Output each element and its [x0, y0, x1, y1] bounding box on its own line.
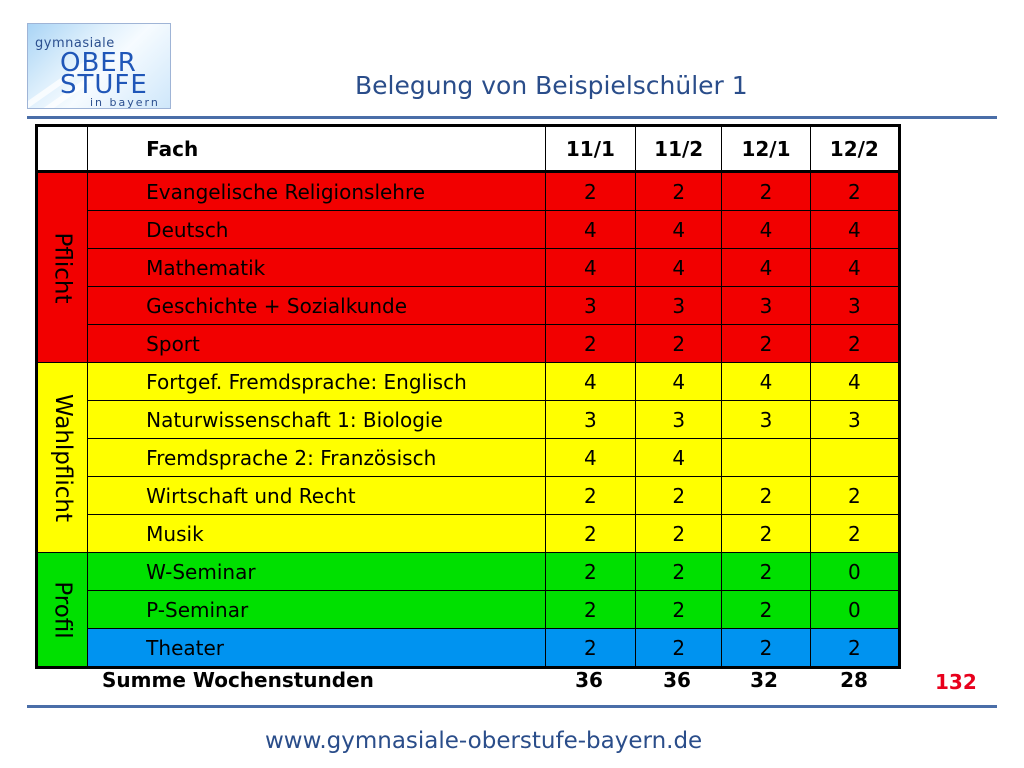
subject-cell: Musik: [88, 515, 546, 553]
category-wahlpflicht: [37, 363, 88, 553]
header-11-2: 11/2: [636, 126, 722, 172]
category-pflicht: [37, 172, 88, 363]
value-cell: 2: [722, 591, 810, 629]
value-cell: 2: [636, 477, 722, 515]
value-cell: 4: [545, 363, 635, 401]
value-cell: 3: [722, 287, 810, 325]
value-cell: 2: [722, 172, 810, 211]
value-cell: 4: [810, 363, 899, 401]
subject-cell: Wirtschaft und Recht: [88, 477, 546, 515]
value-cell: 4: [722, 249, 810, 287]
category-label: Profil: [49, 580, 76, 639]
category-profil: [37, 553, 88, 668]
header-fach: Fach: [88, 126, 546, 172]
logo: [27, 23, 171, 109]
subject-cell: Fortgef. Fremdsprache: Englisch: [88, 363, 546, 401]
subject-cell: P-Seminar: [88, 591, 546, 629]
value-cell: 2: [545, 477, 635, 515]
value-cell: 4: [636, 211, 722, 249]
value-cell: 3: [810, 287, 899, 325]
logo-line-4: in bayern: [90, 96, 160, 109]
summary-value-12-1: 32: [750, 668, 778, 692]
value-cell: 2: [636, 172, 722, 211]
value-cell: 3: [545, 287, 635, 325]
value-cell: 2: [722, 325, 810, 363]
value-cell: 3: [545, 401, 635, 439]
value-cell: 4: [545, 439, 635, 477]
category-label: Pflicht: [49, 232, 76, 303]
value-cell: 4: [545, 211, 635, 249]
subject-cell: W-Seminar: [88, 553, 546, 591]
logo-line-2: OBER: [60, 48, 137, 78]
value-cell: 4: [636, 439, 722, 477]
table-row: [37, 172, 900, 211]
top-divider: [27, 116, 997, 119]
logo-line-3: STUFE: [60, 70, 148, 100]
value-cell: 4: [636, 363, 722, 401]
value-cell: 2: [810, 172, 899, 211]
value-cell: 2: [636, 553, 722, 591]
value-cell: 2: [722, 515, 810, 553]
header-12-2: 12/2: [810, 126, 899, 172]
value-cell: [810, 439, 899, 477]
value-cell: 3: [810, 401, 899, 439]
value-cell: 2: [545, 629, 635, 668]
table-row: [37, 249, 900, 287]
value-cell: 4: [722, 363, 810, 401]
value-cell: 4: [636, 249, 722, 287]
value-cell: [722, 439, 810, 477]
category-label: Wahlpflicht: [49, 393, 76, 522]
summary-value-12-2: 28: [840, 668, 868, 692]
header-12-1: 12/1: [722, 126, 810, 172]
bottom-divider: [27, 705, 997, 708]
table-row: [37, 439, 900, 477]
header-row: [37, 126, 900, 172]
table-row: [37, 553, 900, 591]
summary-value-11-1: 36: [575, 668, 603, 692]
summary-value-11-2: 36: [663, 668, 691, 692]
value-cell: 2: [810, 629, 899, 668]
value-cell: 3: [636, 287, 722, 325]
table-row: [37, 287, 900, 325]
value-cell: 0: [810, 553, 899, 591]
value-cell: 2: [636, 325, 722, 363]
value-cell: 4: [810, 249, 899, 287]
table-row: [37, 477, 900, 515]
value-cell: 2: [810, 325, 899, 363]
summary-label: Summe Wochenstunden: [102, 668, 374, 692]
value-cell: 2: [722, 477, 810, 515]
value-cell: 0: [810, 591, 899, 629]
value-cell: 2: [545, 515, 635, 553]
header-11-1: 11/1: [545, 126, 635, 172]
value-cell: 3: [636, 401, 722, 439]
value-cell: 2: [636, 515, 722, 553]
subject-cell: Theater: [88, 629, 546, 668]
logo-line-1: gymnasiale: [35, 36, 115, 51]
table-row: [37, 515, 900, 553]
subject-cell: Mathematik: [88, 249, 546, 287]
value-cell: 2: [636, 591, 722, 629]
value-cell: 2: [810, 515, 899, 553]
table-row: [37, 629, 900, 668]
subject-cell: Sport: [88, 325, 546, 363]
table-row: [37, 363, 900, 401]
summary-total: 132: [935, 670, 977, 694]
value-cell: 2: [545, 553, 635, 591]
footer-url: www.gymnasiale-oberstufe-bayern.de: [265, 728, 703, 754]
table-row: [37, 591, 900, 629]
value-cell: 2: [636, 629, 722, 668]
subject-cell: Evangelische Religionslehre: [88, 172, 546, 211]
schedule-table: [35, 124, 901, 669]
value-cell: 2: [722, 553, 810, 591]
value-cell: 3: [722, 401, 810, 439]
subject-cell: Deutsch: [88, 211, 546, 249]
value-cell: 4: [810, 211, 899, 249]
value-cell: 4: [722, 211, 810, 249]
value-cell: 2: [545, 591, 635, 629]
subject-cell: Fremdsprache 2: Französisch: [88, 439, 546, 477]
table-row: [37, 401, 900, 439]
table-row: [37, 211, 900, 249]
subject-cell: Geschichte + Sozialkunde: [88, 287, 546, 325]
value-cell: 4: [545, 249, 635, 287]
header-blank: [37, 126, 88, 172]
subject-cell: Naturwissenschaft 1: Biologie: [88, 401, 546, 439]
page-title: Belegung von Beispielschüler 1: [355, 71, 748, 100]
value-cell: 2: [545, 325, 635, 363]
value-cell: 2: [810, 477, 899, 515]
value-cell: 2: [545, 172, 635, 211]
table-row: [37, 325, 900, 363]
value-cell: 2: [722, 629, 810, 668]
